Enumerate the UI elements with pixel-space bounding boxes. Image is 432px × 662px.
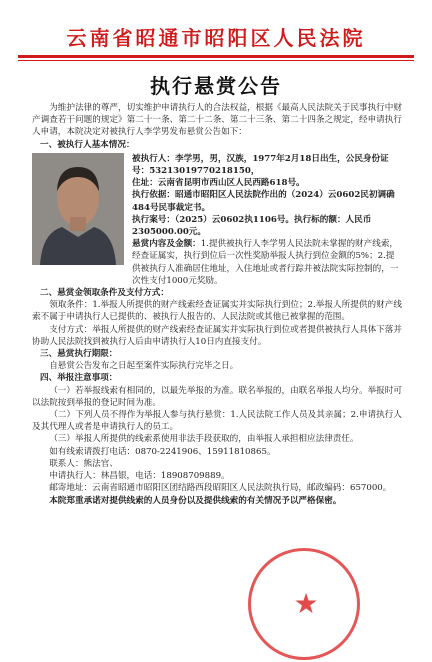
- court-name: 云南省昭通市昭阳区人民法院: [66, 26, 366, 50]
- claim-conditions: 领取条件：1.举报人所提供的财产线索经查证属实并实际执行到位；2.举报人所提供的财产线索不属于申请执行人已提供的、被执行人报告的、人民法院或其他已被掌握的范围。: [32, 300, 402, 323]
- executed-address: 住址：云南省昆明市西山区人民西路618号。: [132, 178, 305, 189]
- case-number: 执行案号：（2025）云0602执1106号。执行标的额：人民币2305000.00元。: [132, 214, 372, 238]
- mailing-address: 邮寄地址：云南省昭通市昭阳区团结路西段昭阳区人民法院执行局，邮政编码：657000。: [49, 483, 392, 494]
- executed-person: 被执行人：李学男，男，汉族，1977年2月18日出生，公民身份证号：53213019770218150，: [132, 153, 389, 177]
- note-item-2: （二）下列人员不得作为举报人参与执行悬赏：1.人民法院工作人员及其亲属；2.申请执行人及其代理人或者是申请执行人的员工。: [32, 410, 402, 433]
- payment-method: 支付方式：举报人所提供的财产线索经查证属实并实际执行到位或者提供被执行人具体下落并协助人民法院找到被执行人后由申请执行人10日内直接支付。: [32, 324, 402, 347]
- person-info-block: [32, 153, 402, 287]
- red-divider-thick: [18, 55, 414, 58]
- confidentiality-notice: 本院郑重承诺对提供线索的人员身份以及提供线索的有关情况予以严格保密。: [49, 495, 342, 506]
- reward-period: 自悬赏公告发布之日起至案件实际执行完毕之日。: [49, 361, 239, 372]
- contact-phone: 如有线索请拨打电话：0870-2241906、15911810865。: [49, 446, 276, 457]
- section4-heading: 四、举报注意事项：: [40, 373, 118, 384]
- section1-heading: 一、被执行人基本情况：: [40, 139, 135, 150]
- section2-heading: 二、悬赏金领取条件及支付方式：: [40, 288, 169, 299]
- applicant-info: 申请执行人：林昌银，电话：18908709889。: [49, 471, 230, 482]
- contact-person: 联系人：熊法官、: [49, 458, 118, 469]
- note-item-3: （三）举报人所提供的线索系使用非法手段获取的，由举报人承担相应法律责任。: [49, 434, 359, 445]
- reward-text: 1.提供被执行人李学男人民法院未掌握的财产线索，经查证属实，执行到位后一次性奖励举报人执行到位金额的5%；2.提供被执行人准确居住地址，入住地址或者行踪并被法院实际控制的，一次性支付1000元奖励。: [132, 239, 399, 286]
- red-divider-thin: [18, 60, 414, 61]
- person-portrait-icon: [32, 153, 124, 265]
- note-item-1: （一）若举报线索有相同的，以最先举报的为准。联名举报的，由联名举报人均分。举报时可以法院按到举报的登记时间为准。: [32, 385, 402, 408]
- execution-basis: 执行依据：昭通市昭阳区人民法院作出的（2024）云0602民初调确484号民事裁定书。: [132, 190, 395, 213]
- section3-heading: 三、悬赏执行期限：: [40, 349, 118, 360]
- person-info-text: [132, 153, 402, 287]
- reward-label: 悬赏内容及金额：: [132, 239, 201, 250]
- intro-paragraph: 为维护法律的尊严，切实维护申请执行人的合法权益，根据《最高人民法院关于民事执行中财产调查若干问题的规定》第二十一条、第二十二条、第二十三条、第二十四条之规定，经申请执行人申请，本院决定对被执行人李学男发布悬赏公告如下：: [32, 103, 402, 138]
- reward-content: [132, 238, 402, 287]
- notice-body: [32, 102, 402, 507]
- court-seal-star-icon: ★: [248, 548, 360, 660]
- page-title: 执行悬赏公告: [150, 74, 282, 98]
